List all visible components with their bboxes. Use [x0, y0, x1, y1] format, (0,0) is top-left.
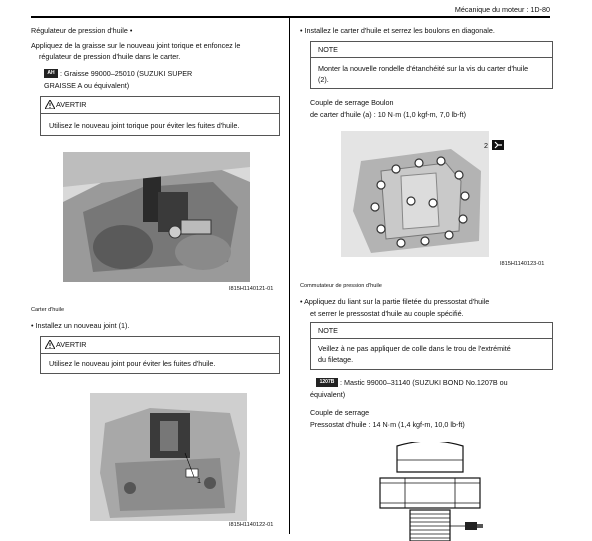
note-box: [310, 41, 553, 89]
note-box-header: [311, 42, 552, 58]
mastic-spec-line: : Mastic 99000–31140 (SUZUKI BOND No.1207B ou: [340, 378, 508, 387]
note-text-line: Monter la nouvelle rondelle d'étanchéité sur la vis du carter d'huile: [318, 64, 529, 73]
bullet-line: • Installez le carter d'huile et serrez les boulons en diagonale.: [300, 26, 495, 35]
grease-spec-line: GRAISSE A ou équivalent): [44, 81, 130, 90]
section-heading: Régulateur de pression d'huile •: [31, 26, 133, 35]
note-title: NOTE: [318, 45, 338, 54]
warning-text: Utilisez le nouveau joint pour éviter les fuites d'huile.: [49, 359, 216, 368]
torque-value: Pressostat d'huile : 14 N·m (1,4 kgf-m, 10,0 lb-ft): [310, 420, 465, 429]
warning-box: [40, 336, 280, 374]
column-divider: [289, 18, 290, 534]
bullet-line: • Appliquez du liant sur la partie filetée du pressostat d'huile: [300, 297, 490, 306]
bullet-line: et serrer le pressostat d'huile au couple spécifié.: [310, 309, 464, 318]
warning-triangle-icon: [45, 340, 55, 349]
section-heading-small: Carter d'huile: [31, 307, 65, 313]
torque-value: de carter d'huile (a) : 10 N·m (1,0 kgf-m, 7,0 lb-ft): [310, 110, 466, 119]
pressure-switch-drawing: [375, 442, 485, 541]
warning-box-header: [41, 97, 279, 114]
grease-spec-line: : Graisse 99000–25010 (SUZUKI SUPER: [60, 69, 193, 78]
figure-id: I815H1140121-01: [229, 286, 274, 292]
note-box: [310, 322, 553, 370]
note-text-line: Veillez à ne pas appliquer de colle dans le trou de l'extrémité: [318, 344, 511, 353]
grease-icon: AH: [44, 69, 58, 78]
wrench-icon: [492, 140, 504, 150]
oil-pan-gasket-photo: [90, 393, 247, 521]
warning-title: AVERTIR: [56, 100, 87, 109]
paragraph-line: Appliquez de la graisse sur le nouveau joint torique et enfoncez le: [31, 41, 241, 50]
paragraph-line: régulateur de pression d'huile dans le carter.: [39, 52, 181, 61]
warning-title: AVERTIR: [56, 340, 87, 349]
page-header-title: Mécanique du moteur : 1D-80: [454, 5, 550, 14]
callout-number: 2: [484, 141, 488, 150]
bond-icon: 1207B: [316, 378, 338, 387]
warning-triangle-icon: [45, 100, 55, 109]
bullet-line: • Installez un nouveau joint (1).: [31, 321, 130, 330]
note-text-line: du filetage.: [318, 355, 354, 364]
warning-box-header: [41, 337, 279, 354]
oil-pan-bolts-photo: [341, 131, 489, 257]
warning-box: [40, 96, 280, 136]
warning-text: Utilisez le nouveau joint torique pour éviter les fuites d'huile.: [49, 121, 240, 130]
figure-id: I815H1140123-01: [500, 261, 545, 267]
note-box-header: [311, 323, 552, 339]
header-rule: [31, 16, 550, 18]
note-text-line: (2).: [318, 75, 329, 84]
oil-pressure-regulator-photo: [63, 152, 250, 282]
section-heading-small: Commutateur de pression d'huile: [300, 283, 382, 289]
torque-label: Couple de serrage Boulon: [310, 98, 394, 107]
torque-label: Couple de serrage: [310, 408, 370, 417]
mastic-spec-line: équivalent): [310, 390, 346, 399]
note-title: NOTE: [318, 326, 338, 335]
figure-id: I815H1140122-01: [229, 522, 274, 528]
callout-number: 1: [197, 476, 201, 485]
